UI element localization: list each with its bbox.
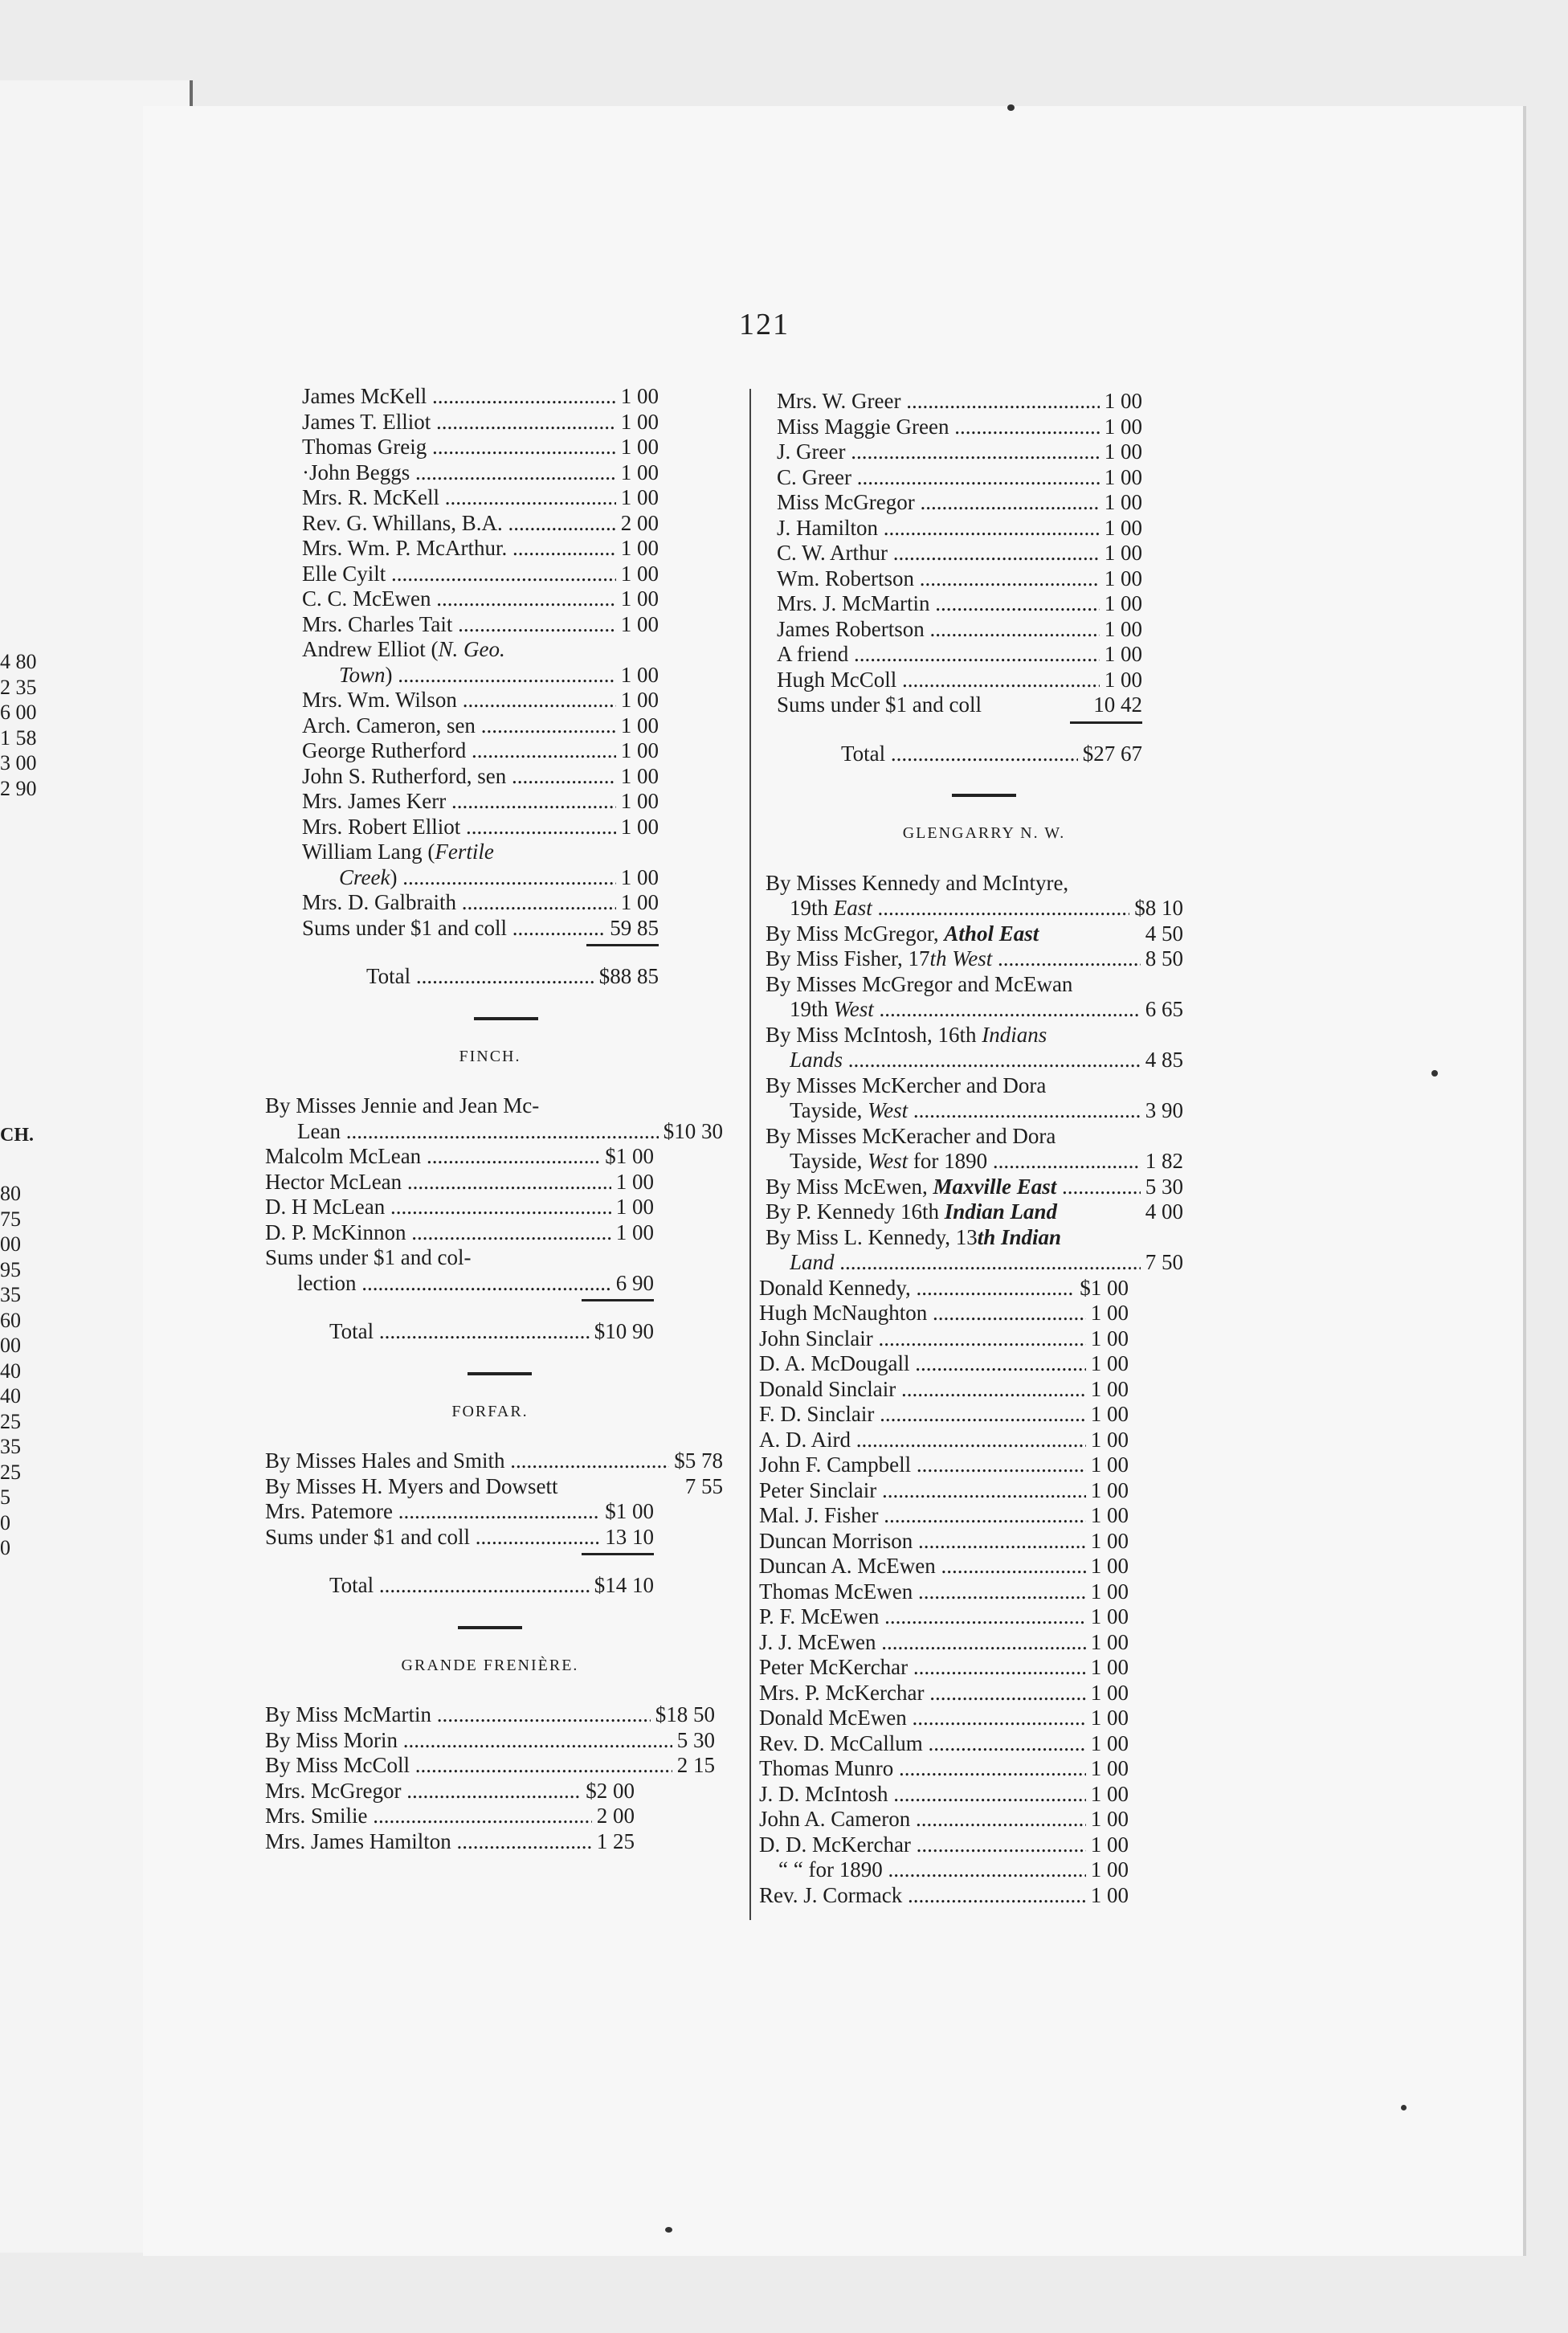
section-divider [458, 1626, 522, 1629]
list-item: By Misses Kennedy and McIntyre, [766, 870, 1069, 895]
list-item: C. W. Arthur ..... 1 00 [777, 541, 1142, 566]
list-item: By Miss McColl ..... 2 15 [265, 1753, 715, 1779]
section-divider [474, 1017, 538, 1020]
list-item: By Miss Morin ..... 5 30 [265, 1728, 715, 1754]
facing-value: 40 [0, 1359, 21, 1383]
list-item-continuation: Land ..... 7 50 [766, 1250, 1183, 1276]
facing-value: 25 [0, 1460, 21, 1484]
facing-section-stub: CH. [0, 1125, 34, 1146]
list-item: Mrs. Patemore ..... $1 00 [265, 1499, 654, 1525]
list-item: By Miss L. Kennedy, 13th Indian [766, 1224, 1062, 1249]
list-item: Miss Maggie Green ..... 1 00 [777, 415, 1142, 440]
sum-rule [582, 1553, 654, 1555]
sum-rule [582, 1299, 654, 1301]
section-heading-forfar: FORFAR. [451, 1402, 529, 1420]
list-item: Thomas Munro ..... 1 00 [759, 1756, 1129, 1782]
grande-rows [265, 1779, 635, 1855]
print-speck [1401, 2105, 1407, 2110]
list-item: Elle Cyilt ..... 1 00 [302, 562, 659, 587]
section-heading-glengarry: GLENGARRY N. W. [902, 824, 1066, 842]
list-item-continuation: Tayside, West ..... 3 90 [766, 1098, 1183, 1124]
list-item: James Robertson ..... 1 00 [777, 617, 1142, 643]
list-item: Peter McKerchar ..... 1 00 [759, 1655, 1129, 1681]
sum-rule [1070, 721, 1142, 724]
section-heading-grande-freniere: GRANDE FRENIÈRE. [401, 1656, 579, 1674]
list-item: Mal. J. Fisher ..... 1 00 [759, 1503, 1129, 1529]
list-item: Mrs. McGregor ..... $2 00 [265, 1779, 635, 1804]
list-item: By Miss McIntosh, 16th Indians [766, 1022, 1047, 1047]
subscriber-list-top [265, 384, 659, 990]
list-item: Donald McEwen ..... 1 00 [759, 1706, 1129, 1731]
list-item: By Miss McGregor, Athol East 4 50 [766, 921, 1183, 946]
facing-value: 35 [0, 1283, 21, 1306]
left-column [265, 384, 731, 1854]
list-item: J. Hamilton ..... 1 00 [777, 516, 1142, 541]
facing-value: 0 [0, 1536, 10, 1559]
list-item-continuation: 19th West ..... 6 65 [766, 997, 1183, 1023]
facing-page-values-bottom [0, 1181, 47, 1561]
list-item-continuation: lection ..... 6 90 [265, 1271, 654, 1297]
list-item: Mrs. James Hamilton ..... 1 25 [265, 1829, 635, 1855]
list-item: John F. Campbell ..... 1 00 [759, 1453, 1129, 1478]
list-item: J. Greer ..... 1 00 [777, 439, 1142, 465]
facing-value: 2 90 [0, 776, 37, 800]
list-item: By Misses Hales and Smith ..... $5 78 [265, 1448, 723, 1474]
list-item-continuation: 19th East ..... $8 10 [766, 896, 1183, 921]
list-item: James T. Elliot ..... 1 00 [302, 410, 659, 435]
list-item: Miss McGregor ..... 1 00 [777, 490, 1142, 516]
list-item: Rev. J. Cormack ..... 1 00 [759, 1883, 1129, 1909]
list-item: Mrs. Robert Elliot ..... 1 00 [302, 815, 659, 840]
list-item: By Miss McEwen, Maxville East ..... 5 30 [766, 1175, 1183, 1200]
list-item: Mrs. Charles Tait ..... 1 00 [302, 612, 659, 638]
list-item: Sums under $1 and coll 10 42 [777, 693, 1142, 717]
forfar-list [265, 1448, 723, 1599]
list-item: John S. Rutherford, sen ..... 1 00 [302, 764, 659, 790]
total-row: Total ..... $88 85 [302, 964, 659, 990]
list-item-continuation: Lands ..... 4 85 [766, 1048, 1183, 1073]
total-row: Total ..... $10 90 [265, 1319, 654, 1345]
list-item: Mrs. R. McKell ..... 1 00 [302, 485, 659, 511]
list-item: D. H McLean ..... 1 00 [265, 1195, 654, 1220]
facing-value: 00 [0, 1334, 21, 1357]
list-item: ·John Beggs ..... 1 00 [302, 460, 659, 486]
list-item: By Misses Jennie and Jean Mc- [265, 1093, 540, 1117]
list-item: C. C. McEwen ..... 1 00 [302, 586, 659, 612]
list-item: Mrs. Smilie ..... 2 00 [265, 1804, 635, 1829]
list-item: F. D. Sinclair ..... 1 00 [759, 1402, 1129, 1428]
list-item: John Sinclair ..... 1 00 [759, 1326, 1129, 1352]
facing-value: 75 [0, 1207, 21, 1231]
facing-value: 00 [0, 1232, 21, 1256]
list-item: Mrs. James Kerr ..... 1 00 [302, 789, 659, 815]
list-item: Hector McLean ..... 1 00 [265, 1170, 654, 1195]
list-item: Thomas Greig ..... 1 00 [302, 435, 659, 460]
finch-rows [265, 1144, 654, 1345]
list-item: Donald Kennedy, ..... $1 00 [759, 1276, 1129, 1301]
list-item: Hugh McColl ..... 1 00 [777, 668, 1142, 693]
sum-rule [586, 944, 659, 946]
page-number: 121 [739, 308, 790, 341]
list-item: Mrs. P. McKerchar ..... 1 00 [759, 1681, 1129, 1706]
list-item: James McKell ..... 1 00 [302, 384, 659, 410]
facing-value: 0 [0, 1510, 10, 1534]
facing-value: 1 58 [0, 725, 37, 750]
list-item: D. P. McKinnon ..... 1 00 [265, 1220, 654, 1246]
list-item: Duncan Morrison ..... 1 00 [759, 1529, 1129, 1555]
list-item: “ “ for 1890 ..... 1 00 [759, 1857, 1129, 1883]
total-row: Total ..... $27 67 [777, 742, 1142, 767]
list-item: P. F. McEwen ..... 1 00 [759, 1604, 1129, 1630]
list-item: J. D. McIntosh ..... 1 00 [759, 1782, 1129, 1808]
list-item: Peter Sinclair ..... 1 00 [759, 1478, 1129, 1504]
list-item: George Rutherford ..... 1 00 [302, 738, 659, 764]
subscriber-list-top [759, 389, 1142, 766]
list-item: A. D. Aird ..... 1 00 [759, 1428, 1129, 1453]
section-heading-finch: FINCH. [459, 1047, 521, 1065]
list-item: Sums under $1 and col- [265, 1245, 472, 1269]
print-speck [1007, 104, 1015, 111]
facing-value: 25 [0, 1409, 21, 1433]
list-item: By Miss McMartin ..... $18 50 [265, 1702, 715, 1728]
grande-freniere-list [265, 1702, 715, 1854]
list-item-continuation: Tayside, West for 1890 ..... 1 82 [766, 1149, 1183, 1175]
list-item: Arch. Cameron, sen ..... 1 00 [302, 713, 659, 739]
list-item: Rev. D. McCallum ..... 1 00 [759, 1731, 1129, 1757]
list-item: Donald Sinclair ..... 1 00 [759, 1377, 1129, 1403]
list-item: Mrs. W. Greer ..... 1 00 [777, 389, 1142, 415]
facing-value: 3 00 [0, 751, 37, 774]
list-item: Mrs. D. Galbraith ..... 1 00 [302, 890, 659, 916]
list-item: A friend ..... 1 00 [777, 642, 1142, 668]
forfar-rows [265, 1499, 654, 1599]
list-item: D. A. McDougall ..... 1 00 [759, 1351, 1129, 1377]
section-divider [952, 794, 1016, 797]
right-column [759, 389, 1193, 1908]
print-speck [1431, 1070, 1438, 1077]
facing-value: 80 [0, 1182, 21, 1205]
column-rule [749, 389, 751, 1920]
list-item: By Misses H. Myers and Dowsett 7 55 [265, 1473, 723, 1498]
list-item: Thomas McEwen ..... 1 00 [759, 1579, 1129, 1605]
list-item-continuation: Creek) ..... 1 00 [302, 865, 659, 891]
list-item: By Misses McGregor and McEwan [766, 971, 1073, 996]
print-speck [665, 2227, 672, 2233]
list-item: Duncan A. McEwen ..... 1 00 [759, 1554, 1129, 1579]
list-item: Mrs. Wm. Wilson ..... 1 00 [302, 688, 659, 713]
list-item: By Misses McKercher and Dora [766, 1073, 1047, 1097]
list-item-continuation: Town) ..... 1 00 [302, 663, 659, 688]
list-item: D. D. McKerchar ..... 1 00 [759, 1832, 1129, 1858]
glengarry-list [766, 871, 1183, 1276]
list-item: Wm. Robertson ..... 1 00 [777, 566, 1142, 592]
total-row: Total ..... $14 10 [265, 1573, 654, 1599]
list-item: By Misses McKeracher and Dora [766, 1123, 1056, 1148]
list-item-continuation: Lean ..... $10 30 [265, 1119, 723, 1145]
facing-value: 60 [0, 1308, 21, 1332]
section-divider [468, 1372, 532, 1375]
facing-value: 4 80 [0, 650, 37, 673]
facing-value: 2 35 [0, 675, 37, 699]
glengarry-names [759, 1276, 1129, 1909]
list-item: Hugh McNaughton ..... 1 00 [759, 1301, 1129, 1326]
list-item: John A. Cameron ..... 1 00 [759, 1807, 1129, 1832]
list-item-william-lang: William Lang (Fertile [302, 840, 494, 864]
list-item: Mrs. J. McMartin ..... 1 00 [777, 591, 1142, 617]
list-item: By P. Kennedy 16th Indian Land 4 00 [766, 1199, 1183, 1224]
list-item: Rev. G. Whillans, B.A. ..... 2 00 [302, 511, 659, 537]
list-item: Sums under $1 and coll ..... 13 10 [265, 1525, 654, 1551]
facing-value: 35 [0, 1435, 21, 1458]
facing-value: 5 [0, 1485, 10, 1509]
list-item: C. Greer ..... 1 00 [777, 465, 1142, 491]
list-item: J. J. McEwen ..... 1 00 [759, 1630, 1129, 1656]
list-item: Sums under $1 and coll ..... 59 85 [302, 916, 659, 942]
facing-value: 6 00 [0, 701, 37, 724]
list-item: By Miss Fisher, 17th West ..... 8 50 [766, 946, 1183, 972]
facing-value: 95 [0, 1257, 21, 1281]
list-item-andrew-elliot: Andrew Elliot (N. Geo. [302, 637, 505, 661]
facing-page-values-top [0, 649, 47, 801]
facing-value: 40 [0, 1384, 21, 1408]
finch-list [265, 1093, 723, 1345]
list-item: Malcolm McLean ..... $1 00 [265, 1144, 654, 1170]
list-item: Mrs. Wm. P. McArthur. ..... 1 00 [302, 536, 659, 562]
